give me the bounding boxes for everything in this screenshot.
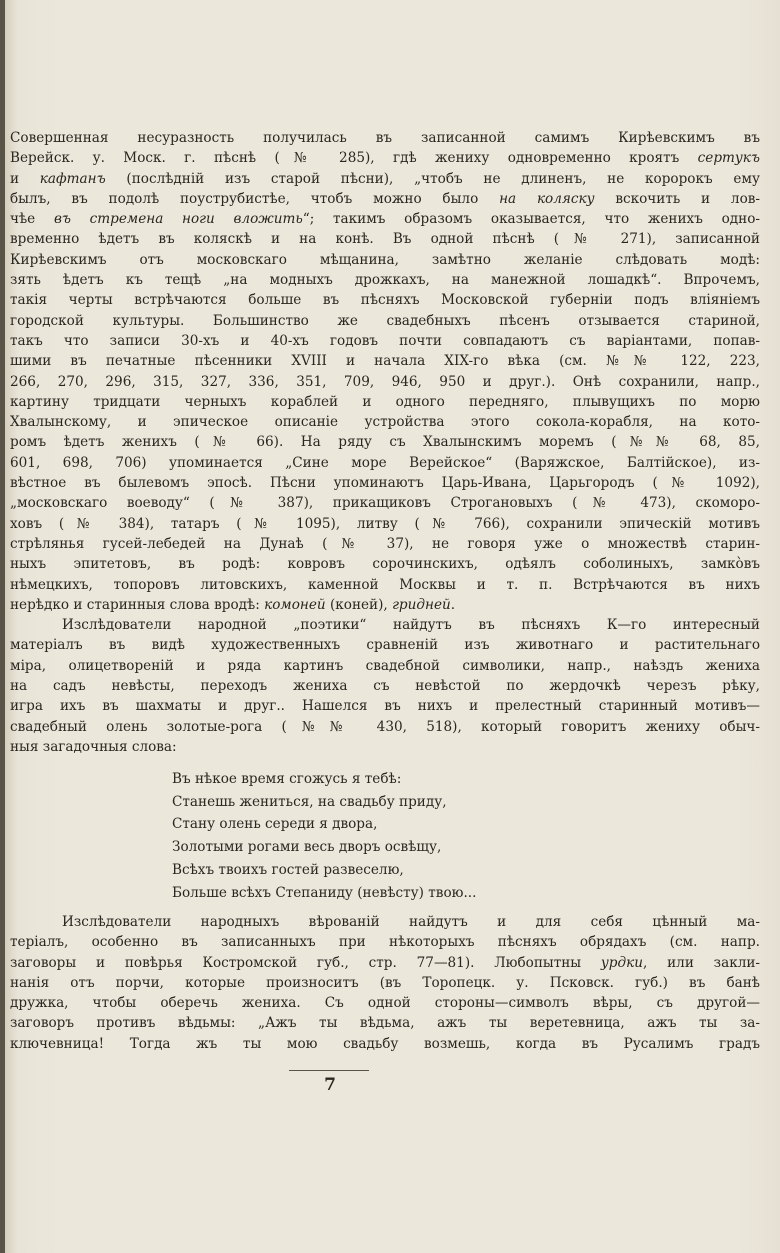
text-run: Изслѣдователи народной „поэтики“ найдутъ въ пѣсняхъ К—го интересный <box>62 617 760 634</box>
text-line <box>10 696 760 716</box>
text-run: , или закли- <box>642 954 760 971</box>
text-line <box>10 189 760 209</box>
text-line <box>10 615 760 635</box>
text-line <box>10 372 760 392</box>
italic-term: на коляску <box>499 190 595 207</box>
main-paragraph <box>10 128 760 757</box>
text-line <box>10 973 760 993</box>
text-run: чѣе <box>10 211 54 228</box>
italic-term: сертукъ <box>697 150 760 167</box>
second-paragraph <box>10 912 760 1054</box>
text-line <box>10 432 760 452</box>
text-line <box>10 209 760 229</box>
text-line <box>10 331 760 351</box>
text-line <box>10 412 760 432</box>
text-run: дружка, чтобы оберечь жениха. Съ одной стороны—символъ вѣры, съ другой— <box>10 995 760 1012</box>
text-run: „московскаго воеводу“ (№ 387), прикащиковъ Строгановыхъ (№ 473), скоморо- <box>10 495 760 512</box>
poem-line: Стану олень середи я двора, <box>172 816 378 833</box>
text-run: Кирѣевскимъ отъ московскаго мѣщанина, замѣтно желаніе слѣдовать модѣ: <box>10 251 760 268</box>
text-run: ключевница! Тогда жъ ты мою свадьбу возмешь, когда въ Русалимъ градъ <box>10 1035 760 1052</box>
text-line <box>10 575 760 595</box>
text-line <box>10 514 760 534</box>
text-run: нѣмецкихъ, топоровъ литовскихъ, каменной Москвы и т. п. Встрѣчаются въ нихъ <box>10 576 760 593</box>
text-line <box>10 534 760 554</box>
text-run: зять ѣдетъ къ тещѣ „на модныхъ дрожкахъ, на манежной лошадкѣ“. Впрочемъ, <box>10 272 760 289</box>
text-run: игра ихъ въ шахматы и друг.. Нашелся въ нихъ и прелестный старинный мотивъ— <box>10 698 760 715</box>
text-run: Изслѣдователи народныхъ вѣрованій найдутъ и для себя цѣнный ма- <box>62 914 760 930</box>
text-run: нерѣдко и старинныя слова вродѣ: <box>10 596 265 613</box>
text-run: Совершенная несуразность получилась въ записанной самимъ Кирѣевскимъ въ <box>10 130 760 146</box>
text-run: свадебный олень золотые-рога (№№ 430, 518), который говоритъ жениху обыч- <box>10 718 760 735</box>
text-run: ныя загадочныя слова: <box>10 738 177 755</box>
italic-term: гридней <box>392 596 451 613</box>
text-line <box>10 250 760 270</box>
text-line <box>10 148 760 168</box>
text-line <box>10 493 760 513</box>
text-run: нанія отъ порчи, которые произноситъ (въ Торопецк. у. Псковск. губ.) въ банѣ <box>10 974 760 991</box>
text-run: былъ, въ подолѣ поуструбистѣе, чтобъ можно было <box>10 190 500 207</box>
text-line <box>10 290 760 310</box>
text-run: ныхъ эпитетовъ, въ родѣ: ковровъ сорочинскихъ, одѣялъ соболиныхъ, замкòвъ <box>10 556 760 573</box>
text-line <box>10 635 760 655</box>
text-line <box>10 1034 760 1054</box>
text-run: вѣстное въ былевомъ эпосѣ. Пѣсни упоминаютъ Царь-Ивана, Царьгородъ (№ 1092), <box>10 475 760 492</box>
text-run: временно ѣдетъ въ коляскѣ и на конѣ. Въ одной пѣснѣ (№ 271), записанной <box>10 231 760 248</box>
text-run: ромъ ѣдетъ женихъ (№ 66). На ряду съ Хвалынскимъ моремъ (№№ 68, 85, <box>10 434 760 451</box>
text-line <box>10 351 760 371</box>
text-line <box>10 229 760 249</box>
text-line <box>10 1013 760 1033</box>
italic-term: кафтанъ <box>39 170 106 187</box>
text-run: и <box>10 170 40 187</box>
poem-line: Всѣхъ твоихъ гостей развеселю, <box>172 861 404 878</box>
text-run: 266, 270, 296, 315, 327, 336, 351, 709, 946, 950 и друг.). Онѣ сохранили, напр., <box>10 373 760 390</box>
text-line <box>10 717 760 737</box>
text-line <box>10 473 760 493</box>
text-line <box>10 453 760 473</box>
text-run: такъ что записи 30-хъ и 40-хъ годовъ почти совпадаютъ съ варіантами, попав- <box>10 332 760 349</box>
text-run: вскочить и лов- <box>594 190 760 207</box>
text-run: такія черты встрѣчаются больше въ пѣсняхъ Московской губерніи подъ вліяніемъ <box>10 292 760 309</box>
text-run: картину тридцати черныхъ кораблей и одного передняго, плывущихъ по морю <box>10 393 760 410</box>
text-line <box>10 676 760 696</box>
italic-term: комоней <box>264 596 326 613</box>
text-line <box>10 595 760 615</box>
text-run: . <box>450 596 456 613</box>
text-line <box>10 656 760 676</box>
text-run: на садъ невѣсты, переходъ жениха съ невѣстой по жердочкѣ черезъ рѣку, <box>10 678 760 695</box>
text-run: 601, 698, 706) упоминается „Сине море Верейское“ (Варяжское, Балтійское), из- <box>10 454 760 471</box>
text-line <box>10 554 760 574</box>
poem-block <box>172 768 672 904</box>
text-line <box>10 311 760 331</box>
poem-line: Въ нѣкое время сгожусь я тебѣ: <box>172 771 402 787</box>
text-run: (коней), <box>325 596 393 613</box>
italic-term: въ стремена ноги вложить <box>53 211 303 228</box>
text-run: (послѣдній изъ старой пѣсни), „чтобъ не длиненъ, не коророкъ ему <box>105 170 760 187</box>
text-run: ховъ (№ 384), татаръ (№ 1095), литву (№ 766), сохранили эпическій мотивъ <box>10 515 760 532</box>
text-run: шими въ печатные пѣсенники XVIII и начала XIX-го вѣка (см. №№ 122, 223, <box>10 353 760 370</box>
poem-line: Станешь жениться, на свадьбу приду, <box>172 793 447 810</box>
italic-term: урдки <box>600 954 643 971</box>
text-run: “; такимъ образомъ оказывается, что женихъ одно- <box>302 211 760 228</box>
text-run: міра, олицетвореній и ряда картинъ свадебной символики, напр., наѣздъ жениха <box>10 657 760 674</box>
footer-rule <box>289 1070 369 1071</box>
text-run: матеріалъ въ видѣ художественныхъ сравненій изъ животнаго и растительнаго <box>10 637 760 654</box>
text-line <box>10 993 760 1013</box>
text-line <box>10 912 760 932</box>
text-line <box>10 953 760 973</box>
book-spine-edge <box>0 0 5 1253</box>
text-run: теріалъ, особенно въ записанныхъ при нѣкоторыхъ пѣсняхъ обрядахъ (см. напр. <box>10 934 760 951</box>
poem-line: Больше всѣхъ Степаниду (невѣсту) твою... <box>172 884 477 901</box>
poem-line: Золотыми рогами весь дворъ освѣщу, <box>172 839 442 856</box>
text-line <box>10 270 760 290</box>
text-line <box>10 169 760 189</box>
text-run: стрѣлянья гусей-лебедей на Дунаѣ (№ 37), не говоря уже о множествѣ старин- <box>10 535 760 552</box>
text-run: заговоры и повѣрья Костромской губ., стр. 77—81). Любопытны <box>10 954 601 971</box>
text-line <box>10 737 760 757</box>
text-line <box>10 128 760 148</box>
text-line <box>10 392 760 412</box>
text-run: Хвалынскому, и эпическое описаніе устройства этого сокола-корабля, на кото- <box>10 414 760 431</box>
text-line <box>10 932 760 952</box>
text-run: Верейск. у. Моск. г. пѣснѣ (№ 285), гдѣ жениху одновременно кроятъ <box>10 150 698 167</box>
text-run: городской культуры. Большинство же свадебныхъ пѣсенъ отзывается стариной, <box>10 312 760 329</box>
text-run: заговоръ противъ вѣдьмы: „Ажъ ты вѣдьма, ажъ ты веретевница, ажъ ты за- <box>10 1015 760 1032</box>
page-number: 7 <box>324 1075 336 1095</box>
